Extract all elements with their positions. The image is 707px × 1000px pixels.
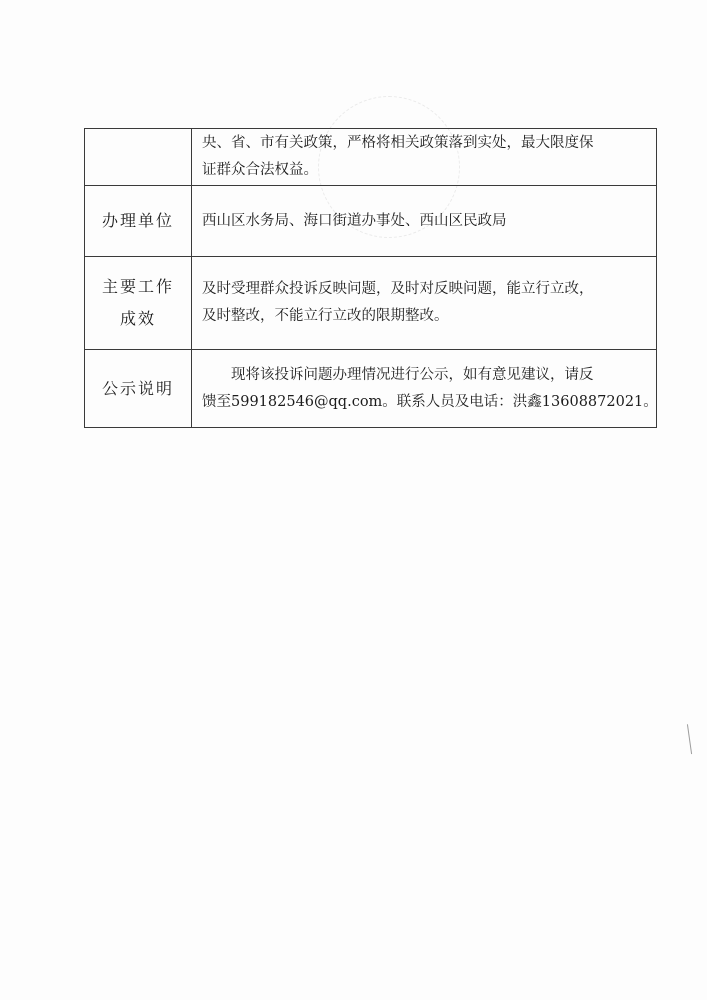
label-line: 办理单位: [101, 211, 174, 230]
results-line-1: 及时受理群众投诉反映问题，及时对反映问题，能立行立改，: [202, 281, 594, 297]
complaint-disclosure-table: [84, 128, 657, 428]
row-label-disclosure-note: [85, 350, 192, 428]
row-content-handling-unit: [192, 186, 657, 257]
table-row-policy-continuation: [85, 129, 657, 186]
policy-line-2: 证群众合法权益。: [202, 162, 318, 178]
table-row-handling-unit: [85, 186, 657, 257]
results-line-2: 及时整改，不能立行立改的限期整改。: [202, 308, 449, 324]
label-line-1: 主要工作: [101, 277, 174, 296]
note-line-1: 现将该投诉问题办理情况进行公示，如有意见建议，请反: [231, 366, 594, 383]
row-content-disclosure-note: [192, 350, 657, 428]
note-line-2: 馈至599182546@qq.com。联系人员及电话：洪鑫13608872021。: [202, 393, 658, 410]
policy-line-1: 央、省、市有关政策，严格将相关政策落到实处，最大限度保: [202, 135, 594, 151]
row-content-main-results: [192, 257, 657, 350]
row-label-handling-unit: [85, 186, 192, 257]
label-line-2: 成效: [119, 309, 156, 328]
table-row-main-results: [85, 257, 657, 350]
row-content-policy: [192, 129, 657, 186]
label-line: 公示说明: [101, 378, 174, 398]
scan-edge-mark: [687, 724, 695, 754]
row-label-empty: [85, 129, 192, 186]
table-row-disclosure-note: [85, 350, 657, 428]
handling-unit-text: 西山区水务局、海口街道办事处、西山区民政局: [202, 212, 507, 229]
row-label-main-results: [85, 257, 192, 350]
